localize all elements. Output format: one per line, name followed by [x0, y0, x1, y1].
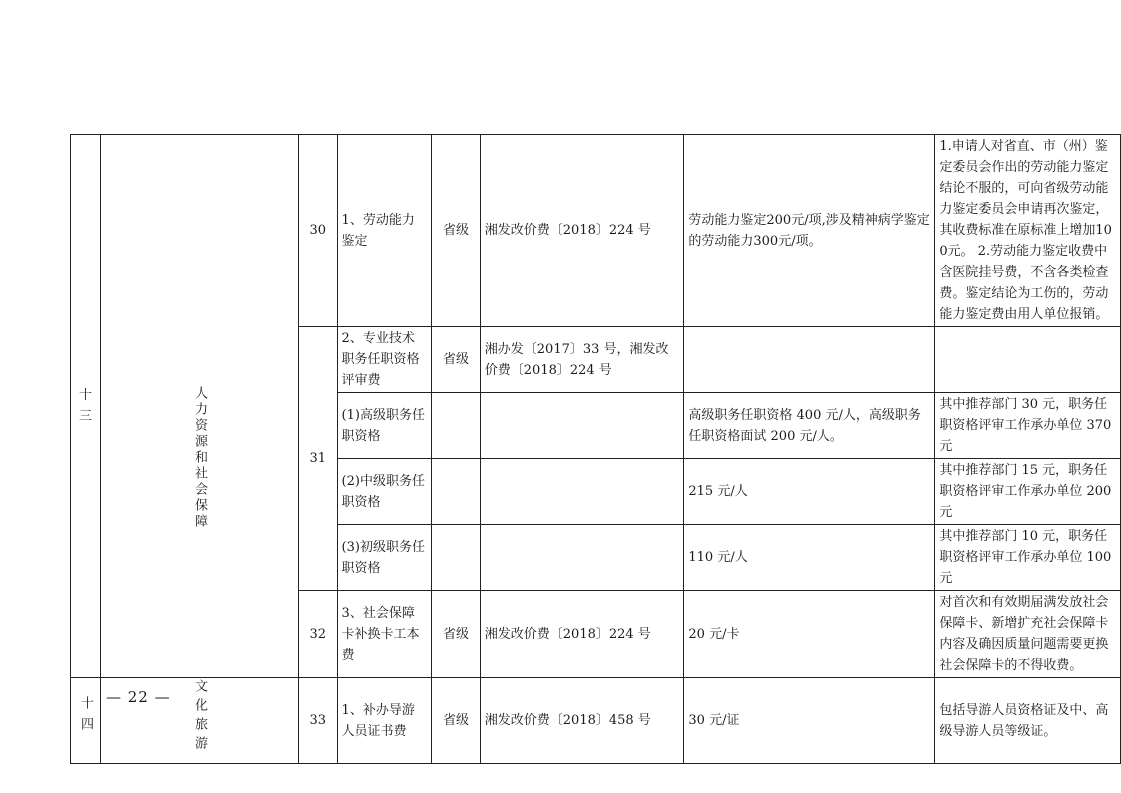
- item-cell: 1、补办导游人员证书费: [337, 678, 432, 764]
- level-cell: 省级: [432, 135, 481, 327]
- basis-cell: [480, 525, 684, 591]
- standard-cell: 110 元/人: [684, 525, 935, 591]
- item-cell: (2)中级职务任职资格: [337, 459, 432, 525]
- section-number-cell: [71, 135, 101, 678]
- category-label: 文化旅游: [192, 679, 207, 755]
- level-cell: [432, 525, 481, 591]
- note-cell: 包括导游人员资格证及中、高级导游人员等级证。: [935, 678, 1121, 764]
- note-cell: [935, 327, 1121, 393]
- item-cell: (3)初级职务任职资格: [337, 525, 432, 591]
- note-cell: 1.申请人对省直、市（州）鉴定委员会作出的劳动能力鉴定结论不服的，可向省级劳动能力鉴定委员会申请再次鉴定，其收费标准在原标准上增加100元。 2.劳动能力鉴定收费中含医院挂号费，不含各类检查费。鉴定结论为工伤的，劳动能力鉴定费由用人单位报销。: [935, 135, 1121, 327]
- note-cell: 其中推荐部门 10 元，职务任职资格评审工作承办单位 100 元: [935, 525, 1121, 591]
- basis-cell: 湘发改价费〔2018〕224 号: [480, 591, 684, 678]
- level-cell: 省级: [432, 678, 481, 764]
- basis-cell: [480, 459, 684, 525]
- item-cell: (1)高级职务任职资格: [337, 393, 432, 459]
- basis-cell: 湘发改价费〔2018〕224 号: [480, 135, 684, 327]
- section-number: 十三: [78, 388, 92, 424]
- standard-cell: 215 元/人: [684, 459, 935, 525]
- level-cell: [432, 459, 481, 525]
- seq-cell: 31: [299, 327, 338, 591]
- page-number: — 22 —: [106, 688, 171, 706]
- section-number: 十四: [78, 696, 93, 738]
- item-cell: 2、专业技术职务任职资格评审费: [337, 327, 432, 393]
- level-cell: 省级: [432, 327, 481, 393]
- basis-cell: 湘发改价费〔2018〕458 号: [480, 678, 684, 764]
- standard-cell: 高级职务任职资格 400 元/人，高级职务任职资格面试 200 元/人。: [684, 393, 935, 459]
- section-number-cell: [71, 678, 101, 764]
- note-cell: 其中推荐部门 30 元，职务任职资格评审工作承办单位 370 元: [935, 393, 1121, 459]
- standard-cell: 劳动能力鉴定200元/项,涉及精神病学鉴定的劳动能力300元/项。: [684, 135, 935, 327]
- standard-cell: 20 元/卡: [684, 591, 935, 678]
- item-cell: 1、劳动能力鉴定: [337, 135, 432, 327]
- standard-cell: 30 元/证: [684, 678, 935, 764]
- basis-cell: [480, 393, 684, 459]
- note-cell: 对首次和有效期届满发放社会保障卡、新增扩充社会保障卡内容及确因质量问题需要更换社会保障卡的不得收费。: [935, 591, 1121, 678]
- category-cell: [101, 135, 299, 678]
- standard-cell: [684, 327, 935, 393]
- item-cell: 3、社会保障卡补换卡工本费: [337, 591, 432, 678]
- basis-cell: 湘办发〔2017〕33 号，湘发改价费〔2018〕224 号: [480, 327, 684, 393]
- level-cell: [432, 393, 481, 459]
- category-label: 人力资源和社会保障: [192, 385, 207, 530]
- level-cell: 省级: [432, 591, 481, 678]
- note-cell: 其中推荐部门 15 元，职务任职资格评审工作承办单位 200 元: [935, 459, 1121, 525]
- seq-cell: 32: [299, 591, 338, 678]
- table-row: [71, 678, 1121, 764]
- seq-cell: 30: [299, 135, 338, 327]
- table-row: [71, 135, 1121, 327]
- fee-table: [70, 134, 1121, 764]
- seq-cell: 33: [299, 678, 338, 764]
